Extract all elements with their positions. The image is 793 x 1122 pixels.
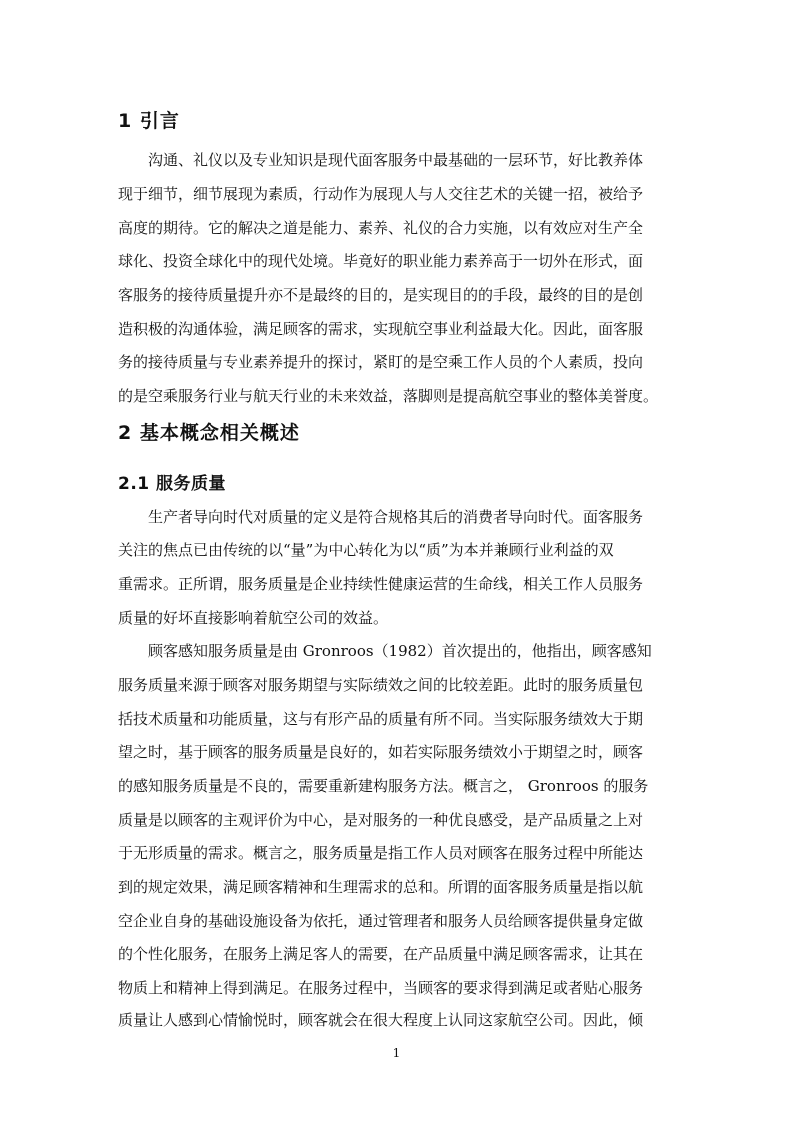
s21-p2-line-11: 物质上和精神上得到满足。在服务过程中，当顾客的要求得到满足或者贴心服务 [118,979,644,997]
s1-line-4: 球化、投资全球化中的现代处境。毕竟好的职业能力素养高于一切外在形式，面 [118,252,644,270]
page-number: 1 [392,1046,401,1060]
s21-p1-line-1: 生产者导向时代对质量的定义是符合规格其后的消费者导向时代。面客服务 [148,508,644,526]
section-1-heading: 1 引言 [118,110,180,132]
s21-p2-line-8: 到的规定效果，满足顾客精神和生理需求的总和。所谓的面客服务质量是指以航 [118,878,644,896]
section-2-1-heading: 2.1 服务质量 [118,474,227,494]
s21-p1-line-3: 重需求。正所谓，服务质量是企业持续性健康运营的生命线，相关工作人员服务 [118,575,644,593]
s1-line-5: 客服务的接待质量提升亦不是最终的目的，是实现目的的手段，最终的目的是创 [118,286,644,304]
s21-p2-line-4: 望之时，基于顾客的服务质量是良好的，如若实际服务绩效小于期望之时，顾客 [118,743,644,761]
section-2-heading: 2 基本概念相关概述 [118,422,300,444]
s1-line-1: 沟通、礼仪以及专业知识是现代面客服务中最基础的一层环节，好比教养体 [148,151,644,169]
s21-p1-line-2: 关注的焦点已由传统的以“量”为中心转化为以“质”为本并兼顾行业利益的双 [118,541,614,559]
s1-line-8: 的是空乘服务行业与航天行业的未来效益，落脚则是提高航空事业的整体美誉度。 [118,387,659,405]
s21-p2-line-3: 括技术质量和功能质量，这与有形产品的质量有所不同。当实际服务绩效大于期 [118,710,644,728]
s1-line-6: 造积极的沟通体验，满足顾客的需求，实现航空事业利益最大化。因此，面客服 [118,320,644,338]
s1-line-3: 高度的期待。它的解决之道是能力、素养、礼仪的合力实施，以有效应对生产全 [118,219,644,237]
s21-p2-line-6: 质量是以顾客的主观评价为中心，是对服务的一种优良感受，是产品质量之上对 [118,811,644,829]
s21-p2-line-1: 顾客感知服务质量是由 Gronroos（1982）首次提出的，他指出，顾客感知 [148,642,652,660]
s21-p2-line-2: 服务质量来源于顾客对服务期望与实际绩效之间的比较差距。此时的服务质量包 [118,676,644,694]
s21-p2-line-10: 的个性化服务，在服务上满足客人的需要，在产品质量中满足顾客需求，让其在 [118,945,644,963]
s21-p2-line-5: 的感知服务质量是不良的，需要重新建构服务方法。概言之， Gronroos 的服务 [118,777,649,795]
s1-line-7: 务的接待质量与专业素养提升的探讨，紧盯的是空乘工作人员的个人素质，投向 [118,353,644,371]
s1-line-2: 现于细节，细节展现为素质，行动作为展现人与人交往艺术的关键一招，被给予 [118,185,644,203]
s21-p2-line-9: 空企业自身的基础设施设备为依托，通过管理者和服务人员给顾客提供量身定做 [118,912,644,930]
s21-p1-line-4: 质量的好坏直接影响着航空公司的效益。 [118,609,389,627]
s21-p2-line-12: 质量让人感到心情愉悦时，顾客就会在很大程度上认同这家航空公司。因此，倾 [118,1011,644,1029]
s21-p2-line-7: 于无形质量的需求。概言之，服务质量是指工作人员对顾客在服务过程中所能达 [118,844,644,862]
